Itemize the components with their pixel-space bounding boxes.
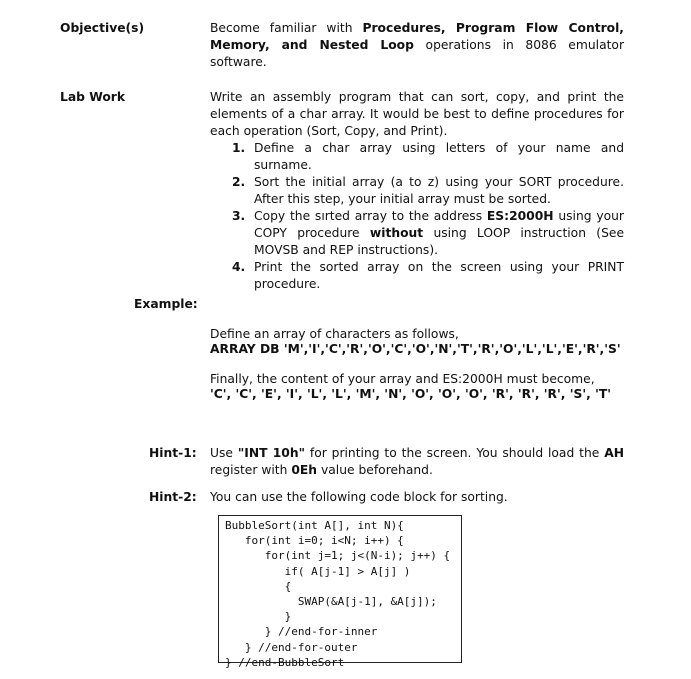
code-line: BubbleSort(int A[], int N){ [225, 519, 404, 532]
example-expected-result: 'C', 'C', 'E', 'I', 'L', 'L', 'M', 'N', 'O', 'O', 'O', 'R', 'R', 'R', 'S', 'T' [210, 387, 611, 401]
code-line: } //end-for-outer [225, 640, 358, 654]
step-number: 2. [232, 175, 246, 189]
hint1-bold-int: "INT 10h" [237, 446, 306, 460]
objective-text-bold: Procedures, Program Flow Control, Memory, and Nested Loop [210, 21, 624, 52]
example-line-3: Finally, the content of your array and ES:2000H must become, [210, 372, 595, 386]
example-line-1: Define an array of characters as follows, [210, 327, 459, 341]
step-text: Sort the initial array (a to z) using your SORT procedure. After this step, your initial array must be sorted. [254, 175, 624, 206]
code-line: } [225, 610, 292, 624]
hint1-bold-ah: AH [604, 446, 624, 460]
bubblesort-code-block [218, 515, 462, 669]
step-item [232, 259, 624, 293]
code-line: for(int i=0; i<N; i++) { [225, 534, 404, 548]
code-line: } //end-for-inner [225, 625, 378, 639]
hint1-text [210, 445, 624, 479]
code-line: for(int j=1; j<(N-i); j++) { [225, 549, 451, 563]
step-text: Print the sorted array on the screen using your PRINT procedure. [254, 260, 624, 291]
hint1-text-mid: for printing to the screen. You should load the [305, 446, 605, 460]
code-line: if( A[j-1] > A[j] ) [225, 564, 411, 578]
example-array-definition: ARRAY DB 'M','I','C','R','O','C','O','N','T','R','O','L','L','E','R','S' [210, 342, 621, 356]
step-number: 4. [232, 260, 246, 274]
objective-text-pre: Become familiar with [210, 21, 363, 35]
hint1-text-mid2: register with [210, 463, 292, 477]
step-text: using your COPY procedure [254, 209, 624, 240]
labwork-intro: Write an assembly program that can sort, copy, and print the elements of a char array. It would be best to define procedures for each operation (Sort, Copy, and Print). [210, 90, 624, 138]
step-text-bold: ES:2000H [486, 209, 554, 223]
step-text: using LOOP instruction (See MOVSB and REP instructions). [254, 226, 625, 257]
labwork-steps [232, 140, 625, 293]
hint1-text-pre: Use [210, 446, 238, 460]
code-line: } //end-BubbleSort [225, 655, 345, 669]
hint1-label: Hint-1: [149, 446, 197, 460]
step-number: 3. [232, 209, 246, 223]
step-text-bold: without [369, 226, 424, 240]
step-text: Define a char array using letters of your name and surname. [254, 141, 624, 172]
step-text: Copy the sırted array to the address [254, 209, 487, 223]
objective-text [210, 20, 624, 71]
hint2-text: You can use the following code block for sorting. [210, 490, 508, 504]
step-item [232, 140, 624, 174]
objective-label: Objective(s) [60, 21, 145, 35]
step-number: 1. [232, 141, 246, 155]
step-item [232, 174, 624, 208]
hint1-bold-0eh: 0Eh [291, 463, 318, 477]
hint2-label: Hint-2: [149, 490, 197, 504]
code-line: { [225, 579, 292, 593]
objective-text-post: operations in 8086 emulator software. [210, 38, 625, 69]
labwork-label: Lab Work [60, 90, 126, 104]
step-item [232, 208, 625, 259]
hint1-text-post: value beforehand. [317, 463, 433, 477]
example-label: Example: [134, 297, 198, 311]
code-line: SWAP(&A[j-1], &A[j]); [225, 595, 437, 609]
